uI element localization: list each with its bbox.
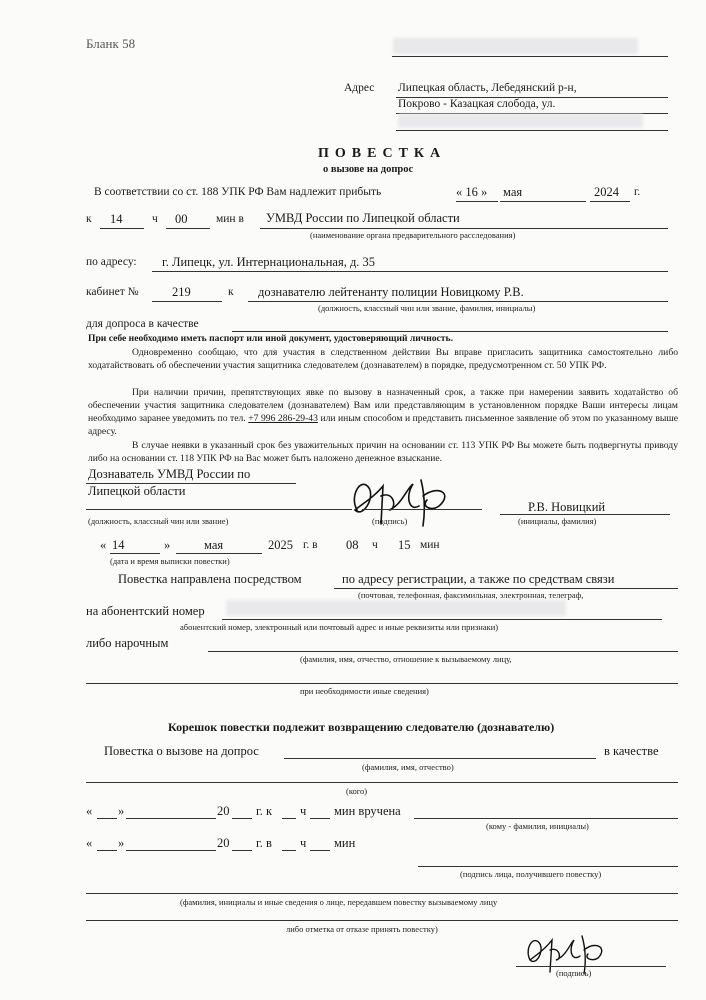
transfer-caption: (фамилия, инициалы и иные сведения о лице, передавшем повестку вызываемому лицу <box>180 897 498 907</box>
courier-caption: (фамилия, имя, отчество, отношение к вызываемому лицу, <box>300 654 512 664</box>
issue-minute-label: мин <box>420 539 440 551</box>
stub-r2-year-suffix: г. в <box>256 836 272 850</box>
minute-label: мин в <box>216 213 244 225</box>
delivery-label: Повестка направлена посредством <box>118 572 302 586</box>
delivery-method-caption: (почтовая, телефонная, факсимильная, электронная, телеграф, <box>358 590 584 600</box>
passport-note: При себе необходимо иметь паспорт или иной документ, удостоверяющий личность. <box>88 333 453 344</box>
issue-year: 2025 <box>268 538 293 552</box>
summons-intro: В соответствии со ст. 188 УПК РФ Вам надлежит прибыть <box>94 186 382 198</box>
stub-signature-caption: (подпись) <box>556 968 592 978</box>
issue-month: мая <box>204 538 224 552</box>
cabinet-number: 219 <box>172 285 191 299</box>
delivery-method: по адресу регистрации, а также по средствам связи <box>342 572 615 586</box>
issue-hour-label: ч <box>372 539 378 551</box>
appear-year-suffix: г. <box>634 186 641 198</box>
stub-fio-caption: (фамилия, имя, отчество) <box>362 762 454 772</box>
stub-whom2-caption: (кому - фамилия, инициалы) <box>486 821 589 831</box>
subscriber-label: на абонентский номер <box>86 604 205 618</box>
notice-obstacles <box>88 386 678 438</box>
stub-r2-hour-label: ч <box>300 836 307 850</box>
notice-defender: Одновременно сообщаю, что для участия в следственном действии Вы вправе пригласить защитника самостоятельно либо ходатайствовать об обеспечении участия защитника следователем (дознавателем) в порядке, предусмотренном ст. 50 УПК РФ. <box>88 347 678 371</box>
stub-r2-year: 20 <box>217 836 230 850</box>
address-line-1: Липецкая область, Лебедянский р-н, <box>398 82 577 94</box>
issue-minute: 15 <box>398 538 411 552</box>
issuer-signature-caption: (подпись) <box>372 516 408 526</box>
appear-minute: 00 <box>175 212 188 226</box>
stub-r1-hour-label: ч <box>300 804 307 818</box>
refusal-caption: либо отметка от отказе принять повестку) <box>286 924 438 934</box>
stub-line-suffix: в качестве <box>604 744 659 758</box>
stub-r1-q-open: « <box>86 804 93 818</box>
stub-line-label: Повестка о вызове на допрос <box>104 744 259 758</box>
courier-label: либо нарочным <box>86 636 169 650</box>
cabinet-label: кабинет № <box>86 286 139 298</box>
address-label: Адрес <box>344 82 375 94</box>
purpose-label: для допроса в качестве <box>86 318 199 330</box>
organ-caption: (наименование органа предварительного расследования) <box>310 230 516 240</box>
document-subtitle: о вызове на допрос <box>323 164 414 175</box>
appear-year: 2024 <box>594 185 619 199</box>
stub-r2-q-open: « <box>86 836 93 850</box>
issuer-name-caption: (инициалы, фамилия) <box>518 516 597 526</box>
officer-caption: (должность, классный чин или звание, фамилия, инициалы) <box>318 303 536 313</box>
address-line-2: Покрово - Казацкая слобода, ул. <box>398 98 556 110</box>
stub-r1-year-suffix: г. к <box>256 804 273 818</box>
appear-hour: 14 <box>110 212 123 226</box>
investigative-organ: УМВД России по Липецкой области <box>266 211 460 225</box>
stub-r1-q-close: » <box>118 804 125 818</box>
issue-quote-open: « <box>100 538 107 552</box>
stub-heading: Корешок повестки подлежит возвращению следователю (дознавателю) <box>168 720 555 734</box>
k-label: к <box>86 213 92 225</box>
subscriber-caption: абонентский номер, электронный или почтовый адрес и иные реквизиты или признаки) <box>180 622 499 632</box>
appear-day: « 16 » <box>456 185 488 199</box>
contact-phone: +7 996 286-29-43 <box>248 413 318 424</box>
address-prompt: по адресу: <box>86 256 137 268</box>
issue-year-suffix: г. в <box>303 539 318 551</box>
notice-penalty: В случае неявки в указанный срок без уважительных причин на основании ст. 113 УПК РФ Вы можете быть подвергнуты приводу либо на основании ст. 118 УПК РФ на Вас может быть наложено денежное взыскание. <box>88 440 678 464</box>
appear-month: мая <box>503 185 523 199</box>
hour-label: ч <box>152 213 158 225</box>
issue-day: 14 <box>112 538 125 552</box>
issue-hour: 08 <box>346 538 359 552</box>
issuer-position-line-2: Липецкой области <box>88 484 186 498</box>
stub-whom-caption: (кого) <box>346 786 368 796</box>
redacted-address <box>398 114 643 128</box>
other-info-caption: при необходимости иные сведения) <box>300 686 429 696</box>
redacted-name <box>393 38 638 54</box>
appear-address: г. Липецк, ул. Интернациональная, д. 35 <box>162 255 376 269</box>
document-title: ПОВЕСТКА <box>318 146 447 161</box>
redacted-subscriber <box>226 600 566 616</box>
issuer-position-line-1: Дознаватель УМВД России по <box>88 467 251 481</box>
issue-quote-close: » <box>164 538 171 552</box>
stub-r2-minute-label: мин <box>334 836 356 850</box>
notice-obstacles-end: или иным способом и представить письменное заявление об этом по указанному выше адресу. <box>88 413 678 437</box>
notice-obstacles-start: При наличии причин, препятствующих явке по вызову в назначенный срок, а также при намерении заявить ходатайство об обеспечении участия защитника следователем (дознавателем) Вам или представляющим в установленном порядке Ваши интересы лицам необходимо заранее уведомить по тел. <box>88 387 678 424</box>
issue-date-caption: (дата и время выписки повестки) <box>110 556 230 566</box>
form-number: Бланк 58 <box>86 36 136 51</box>
officer-name: дознавателю лейтенанту полиции Новицкому Р.В. <box>258 285 524 299</box>
officer-prefix: к <box>228 286 234 298</box>
recipient-signature-caption: (подпись лица, получившего повестку) <box>460 869 602 879</box>
issuer-position-caption: (должность, классный чин или звание) <box>88 516 229 526</box>
stub-r1-year: 20 <box>217 804 230 818</box>
stub-r2-q-close: » <box>118 836 125 850</box>
issuer-name: Р.В. Новицкий <box>528 500 606 514</box>
stub-r1-delivered: мин вручена <box>334 804 401 818</box>
